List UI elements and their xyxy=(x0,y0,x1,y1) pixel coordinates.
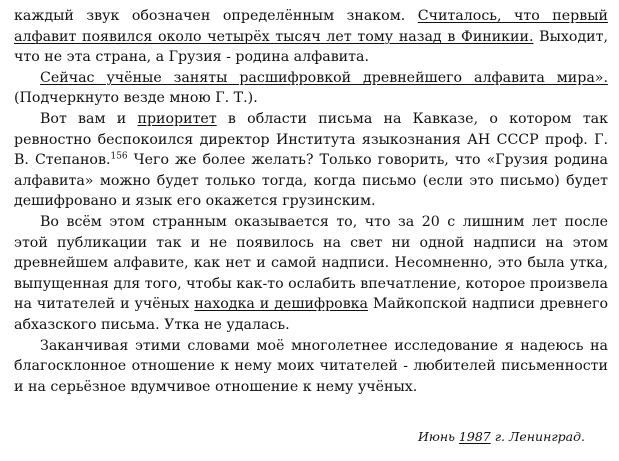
underlined-text: Считалось, что первый алфавит появился около четырёх тысяч лет тому назад в Финикии. xyxy=(14,8,608,45)
text-segment: Выходит, что не эта страна, а Грузия - родина алфавита. xyxy=(14,28,608,66)
underlined-text: Сейчас учёные заняты расшифровкой древнейшего алфавита мира». xyxy=(40,69,608,86)
text-segment: Во всём этом странным оказывается то, что за 20 с лишним лет после этой публикации так и не появилось на свет ни одной надписи на этом древнейшем алфавите, как нет и самой надписи. Несомненно, это была утка, выпущенная для того, чтобы как-то ослабить впечатление, которое произвела на читателей и учёных xyxy=(14,213,608,313)
paragraph-2 xyxy=(14,68,608,109)
signature-place: г. Ленинград. xyxy=(494,429,585,444)
document-body xyxy=(14,6,608,397)
text-segment: Вот вам и xyxy=(40,110,138,127)
signature-month: Июнь xyxy=(417,429,455,444)
text-segment: Майкопской надписи древнего абхазского письма. Утка не удалась. xyxy=(14,296,608,333)
text-segment: каждый звук обозначен определённым знаком. xyxy=(14,8,418,24)
text-segment: в области письма на Кавказе, о котором так ревностно беспокоился директор Института языкознания АН СССР проф. Г. В. Степанов. xyxy=(14,110,608,169)
text-segment: Чего же более желать? Только говорить, что «Грузия родина алфавита» можно будет только тогда, когда письмо (если это письмо) будет дешифровано и язык его окажется грузинским. xyxy=(14,152,608,210)
paragraph-1 xyxy=(14,6,608,68)
text-segment: (Подчеркнуто везде мною Г. Т.). xyxy=(14,90,258,107)
footnote-marker: 156 xyxy=(110,151,128,162)
signature-line xyxy=(418,429,585,444)
underlined-text: приоритет xyxy=(137,110,217,127)
underlined-text: находка и дешифровка xyxy=(194,296,369,313)
paragraph-4 xyxy=(14,212,608,336)
signature-year: 1987 xyxy=(458,429,491,444)
paragraph-5 xyxy=(14,336,608,398)
paragraph-3 xyxy=(14,109,608,212)
text-segment: Заканчивая этими словами моё многолетнее исследование я надеюсь на благосклонное отношение к нему моих читателей - любителей письменности и на серьёзное вдумчивое отношение к нему учёных. xyxy=(14,337,608,395)
